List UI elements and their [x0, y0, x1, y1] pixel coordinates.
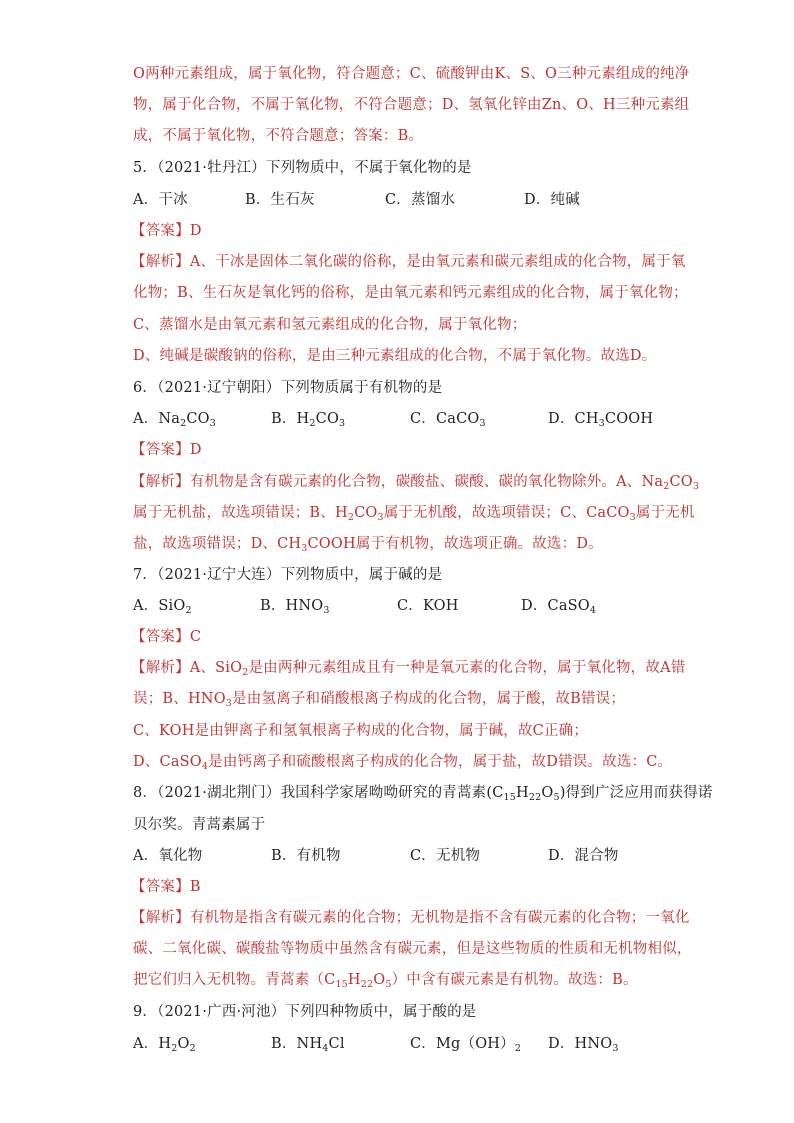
explanation-8-line-2: 碳、二氧化碳、碳酸盐等物质中虽然含有碳元素，但是这些物质的性质和无机物相似，	[133, 941, 692, 957]
answer-label: 【答案】	[131, 629, 190, 645]
explanation-8-line-3: 把它们归入无机物。青蒿素$(C_{15}H_{22}O_5)$中含有碳元素是有机物。故选：B。	[133, 972, 638, 990]
option-c: C．无机物	[410, 848, 481, 864]
answer-label: 【答案】	[131, 442, 190, 458]
option-a: A．干冰	[133, 192, 188, 208]
question-7-stem: 7．（2021·辽宁大连）下列物质中，属于碱的是	[133, 567, 443, 583]
question-8-stem-line-1: 8．（2021·湖北荆门）我国科学家屠呦呦研究的青蒿素$(C_{15}H_{22}O_5)$得到广泛应用而获得诺	[133, 785, 713, 803]
answer-value: C	[189, 629, 202, 645]
option-d: D．$HNO_3$	[548, 1036, 619, 1054]
option-a: A．$H_2O_2$	[133, 1036, 196, 1054]
option-d: D．$CH_3COOH$	[548, 411, 654, 429]
option-c: C．CaCO$_3$	[410, 411, 486, 429]
explanation-5-line-4: D、纯碱是碳酸钠的俗称，是由三种元素组成的化合物，不属于氧化物。故选D。	[133, 348, 657, 364]
option-d: D．纯碱	[524, 192, 580, 208]
option-a: A．$Na_2CO_3$	[133, 411, 216, 429]
explanation-5-line-1	[131, 252, 686, 272]
answer-5	[131, 221, 202, 241]
answer-value: D	[189, 442, 202, 458]
answer-8	[131, 877, 201, 897]
option-b: B．有机物	[271, 848, 341, 864]
option-a: A．SiO$_2$	[133, 598, 192, 616]
question-5-stem: 5．（2021·牡丹江）下列物质中，不属于氧化物的是	[133, 160, 472, 176]
answer-6	[131, 440, 202, 460]
question-9-stem: 9．（2021·广西·河池）下列四种物质中，属于酸的是	[133, 1004, 477, 1020]
explanation-label: 【解析】	[131, 254, 190, 270]
explanation-7-line-2: 误；B、$HNO_3$是由氢离子和硝酸根离子构成的化合物，属于酸，故B错误；	[133, 691, 626, 709]
option-c: C．KOH	[397, 598, 459, 614]
option-b: B．生石灰	[245, 192, 315, 208]
explanation-7-line-4: D、CaSO$_4$是由钙离子和硫酸根离子构成的化合物，属于盐，故D错误。故选：C。	[133, 754, 673, 772]
option-b: B．$H_2CO_3$	[271, 411, 346, 429]
answer-value: D	[189, 223, 202, 239]
explanation-line: 成，不属于氧化物，不符合题意；答案：B。	[133, 128, 424, 144]
explanation-5-line-3: C、蒸馏水是由氧元素和氢元素组成的化合物，属于氧化物；	[133, 317, 527, 333]
answer-label: 【答案】	[131, 223, 190, 239]
answer-label: 【答案】	[131, 879, 190, 895]
question-6-stem: 6．（2021·辽宁朝阳）下列物质属于有机物的是	[133, 380, 443, 396]
option-a: A．氧化物	[133, 848, 203, 864]
explanation-6-line-2: 属于无机盐，故选项错误；B、$H_2CO_3$属于无机酸，故选项错误；C、CaCO$_3$属于无机	[133, 505, 695, 523]
option-c: C．蒸馏水	[385, 192, 456, 208]
option-d: D．CaSO$_4$	[521, 598, 597, 616]
explanation-line: O两种元素组成，属于氧化物，符合题意；C、硫酸钾由K、S、O三种元素组成的纯净	[133, 66, 690, 82]
explanation-5-line-2: 化物；B、生石灰是氧化钙的俗称，是由氧元素和钙元素组成的化合物，属于氧化物；	[133, 285, 688, 301]
answer-value: B	[189, 879, 201, 895]
explanation-6-line-1: 【解析】有机物是含有碳元素的化合物，碳酸盐、碳酸、碳的氧化物除外。A、$Na_2CO_3$	[131, 474, 700, 492]
explanation-6-line-3: 盐，故选项错误；D、$CH_3COOH$属于有机物，故选项正确。故选：D。	[133, 536, 603, 554]
explanation-text: A、干冰是固体二氧化碳的俗称，是由氧元素和碳元素组成的化合物，属于氧	[189, 254, 686, 270]
option-b: B．$HNO_3$	[260, 598, 330, 616]
answer-7	[131, 627, 201, 647]
question-8-stem-line-2: 贝尔奖。青蒿素属于	[133, 817, 266, 833]
explanation-label: 【解析】	[131, 910, 190, 926]
option-c: C．$Mg(OH)_2$	[410, 1036, 522, 1054]
option-b: B．$NH_4Cl$	[271, 1036, 345, 1054]
explanation-7-line-1: 【解析】A、SiO$_2$是由两种元素组成且有一种是氧元素的化合物，属于氧化物，故A错	[131, 660, 686, 678]
explanation-7-line-3: C、KOH是由钾离子和氢氧根离子构成的化合物，属于碱，故C正确；	[133, 723, 589, 739]
option-d: D．混合物	[548, 848, 619, 864]
explanation-text: 有机物是指含有碳元素的化合物；无机物是指不含有碳元素的化合物；一氧化	[189, 910, 690, 926]
explanation-line: 物，属于化合物，不属于氧化物，不符合题意；D、氢氧化锌由Zn、O、H三种元素组	[133, 97, 690, 113]
explanation-8-line-1	[131, 908, 690, 928]
